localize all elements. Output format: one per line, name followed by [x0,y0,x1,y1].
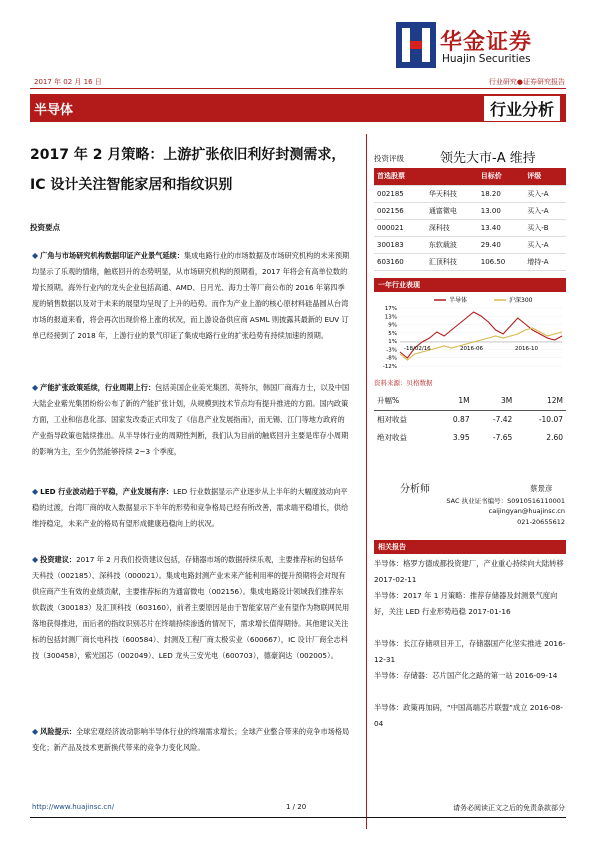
table-cell: 增持-A [524,253,566,270]
table-cell: 106.50 [478,253,525,270]
y-tick-label: 1% [388,339,397,346]
related-report-3[interactable]: 半导体：长江存储项目开工，存储器国产化坚实推进 2016-12-31 [374,639,566,664]
bullet-diamond-icon: ◆ [32,487,39,496]
table-row [374,185,566,202]
table-cell: 2.60 [546,432,563,442]
table-cell: 深科技 [426,219,478,236]
table-cell: -10.07 [538,414,563,424]
paragraph-4-lead: 投资建议： [40,555,77,564]
y-tick-label: -3% [386,347,397,354]
paragraph-2-text: 包括美国企业美光集团、英特尔，韩国厂商海力士，以及中国大陆企业紫光集团纷纷公布了新的产能扩张计划，从规模到技术节点均有提升推进的方面。国内政策方面，工业和信息化部、国家发改委正式印发了《信息产业发展指南》，而无锡、江门等地方政府的产业指导政策也陆续推出。从半导体行业的周期性判断，我们认为目前的触底回升主要是库存小周期的影响为主，至少仍然能够持续 2~3 个季度， [32,383,350,456]
table-header-cell: 1M [434,392,472,410]
key-points-label: 投资要点 [30,223,60,232]
table-cell: 相对收益 [377,414,407,424]
table-cell: 买入-B [524,219,566,236]
paragraph-3 [32,484,350,532]
report-date: 2017 年 02 月 16 日 [34,78,102,86]
table-row [374,219,566,236]
report-title: 2017 年 2 月策略：上游扩张依旧利好封测需求，IC 设计关注智能家居和指纹识别 [30,147,346,193]
table-cell: 汇顶科技 [426,253,478,270]
logo-cn: 华金证券 [440,30,533,55]
table-cell: 0.87 [452,414,470,424]
table-cell: 002185 [374,185,426,202]
table-header-cell: 目标价 [478,168,525,185]
table-header-row [374,392,566,410]
header-rule [30,88,566,89]
x-tick-label: 2016-06 [460,346,483,352]
page-number: 1 / 20 [286,803,307,811]
industry-performance-chart [374,294,566,376]
related-report-4[interactable]: 半导体：存储器：芯片国产化之路的第一站 2016-09-14 [374,671,558,680]
table-header-cell [426,168,478,185]
paragraph-1-lead: 广角与市场研究机构数据印证产业景气延续： [40,251,184,260]
table-cell: 000021 [374,219,426,236]
table-cell: 300183 [374,236,426,253]
paragraph-4-text: 2017 年 2 月我们投资建议包括，存储器市场的数据持续乐观，主要推荐标的包括华天科技（002185）、深科技（000021）。集成电路封测产业未来产能利用率的提升预期将会对现有供应商产生有效的业绩贡献，主要推荐标的为通富微电（002156）。集成电路设计领域我们推荐东软载波（300183）及汇顶科技（603160），前者主要原因是由于智能家居产业有望作为物联网民用落地获得推进，而后者的指纹识别芯片在终端持续渗透的情况下，需求增长值得期待。其他建议关注标的包括封测厂商长电科技（600584）、封测及工程厂商太极实业（600667），IC 设计厂商全志科技（300458），紫光国芯（002049）、LED 龙头三安光电（600703），德豪润达（002005）。 [32,555,350,660]
paragraph-5-lead: 风险提示： [40,727,77,736]
y-tick-label: -8% [386,355,397,362]
table-cell: 通富微电 [426,202,478,219]
table-cell: -7.42 [492,414,513,424]
analyst-phone: 021-20655612 [517,518,565,526]
stocks-table [374,168,566,271]
table-row [374,202,566,219]
x-tick-label: 2016-10 [515,346,538,352]
table-row [374,253,566,270]
bullet-diamond-icon: ◆ [32,383,39,392]
table-cell: 买入-A [524,185,566,202]
table-row [374,428,566,446]
related-report-2[interactable]: 半导体：2017 年 1 月策略：推荐存储器及封测景气度向好，关注 LED 行业形势趋稳 2017-01-16 [374,591,558,616]
table-cell: 13.00 [478,202,525,219]
related-reports-title: 相关报告 [374,540,566,554]
table-header-cell: 评级 [524,168,566,185]
rating-label: 投资评级 [374,154,404,163]
performance-table [374,392,566,446]
table-cell: 3.95 [452,432,470,442]
rating-value: 领先大市-A 维持 [440,151,536,166]
analyst-cert: SAC 执业证书编号：S0910516110001 [446,497,565,505]
logo-mark-icon [396,22,436,68]
table-cell: 华天科技 [426,185,478,202]
table-cell: 买入-A [524,236,566,253]
footer-rule [30,817,566,818]
paragraph-2 [32,380,350,460]
table-cell: 绝对收益 [377,432,407,442]
paragraph-2-lead: 产能扩张政策延续，行业周期上行： [40,383,156,392]
table-cell: 603160 [374,253,426,270]
report-type: 行业分析 [484,96,560,121]
y-tick-label: 17% [384,306,397,312]
related-report-1[interactable]: 半导体：格罗方德成都投资建厂，产业重心持续向大陆转移 2017-02-11 [374,559,564,584]
report-series: 行业研究●证券研究报告 [488,78,565,86]
table-header-cell: 12M [515,392,566,410]
paragraph-3-text: LED 行业数据显示产业逐步从上半年的大幅度波动向平稳的过渡，台湾厂商的收入数据显示下半年的形势和竞争格局已经有所改善，需求端平稳增长，供给维持稳定，未来产业的格局有望形成健康趋稳向上的状况。 [32,487,349,528]
table-header-cell: 升幅% [374,392,434,410]
legend-label: 半导体 [449,297,468,304]
bullet-diamond-icon: ◆ [32,555,39,564]
table-header-row [374,168,566,185]
paragraph-4 [32,552,350,664]
chart-section-title: 一年行业表现 [374,278,566,292]
chart-source: 资料来源：贝格数据 [374,379,433,387]
analyst-name: 蔡景彦 [530,484,553,493]
paragraph-5 [32,724,350,756]
table-cell: 买入-A [524,202,566,219]
table-header-cell: 3M [473,392,516,410]
table-cell: 002156 [374,202,426,219]
table-cell: -7.65 [492,432,513,442]
footer-disclaimer: 请务必阅读正文之后的免责条款部分 [453,804,565,812]
table-row [374,236,566,253]
sector-name: 半导体 [34,103,74,118]
table-row [374,410,566,428]
table-header-cell: 首选股票 [374,168,426,185]
column-divider [366,134,367,829]
table-cell: 18.20 [478,185,525,202]
logo-en: Huajin Securities [442,53,531,65]
x-tick-label: -18/02/16 [404,346,431,352]
paragraph-1-text: 集成电路行业的市场数据及市场研究机构的未来预期均显示了乐观的情绪，触底回升的态势明显，从市场研究机构的预期看，2017 年将会有高单位数的增长预期。海外行业内的龙头企业包括高通、AMD、日月光、海力士等厂商公布的 2016 年第四季度的销售数据以及对于未来的展望均呈现了上升的趋势。而作为产业上游的核心原材料硅晶圆从台湾市场的报道来看，将会再次出现价格上涨的状况，而上游设备供应商 ASML 则披露其最新的 EUV 订单已经接到了 2018 年，上游行业的景气印证了集成电路行业的扩张趋势有持续加速的预期。 [32,251,350,340]
table-cell: 13.40 [478,219,525,236]
y-tick-label: 9% [388,322,397,329]
paragraph-1 [32,248,350,344]
sector-band [30,94,566,122]
table-cell: 29.40 [478,236,525,253]
bullet-diamond-icon: ◆ [32,727,39,736]
y-tick-label: 5% [388,330,397,337]
related-report-5[interactable]: 半导体：政策再加码，“中国高端芯片联盟”成立 2016-08-04 [374,703,563,728]
paragraph-3-lead: LED 行业波动趋于平稳，产业发展有序： [40,487,174,496]
legend-label: 沪深300 [509,297,533,304]
footer-url[interactable]: http://www.huajinsc.cn/ [32,803,115,811]
bullet-diamond-icon: ◆ [32,251,39,260]
paragraph-5-text: 全球宏观经济波动影响半导体行业的终端需求增长；全球产业整合带来的竞争市场格局变化；新产品及技术更新换代带来的竞争力变化风险。 [32,727,350,752]
y-tick-label: -12% [382,364,397,370]
table-cell: 东软载波 [426,236,478,253]
analyst-email[interactable]: caijingyan@huajinsc.cn [488,507,565,515]
analyst-label: 分析师 [400,484,430,495]
y-tick-label: 13% [384,314,397,321]
